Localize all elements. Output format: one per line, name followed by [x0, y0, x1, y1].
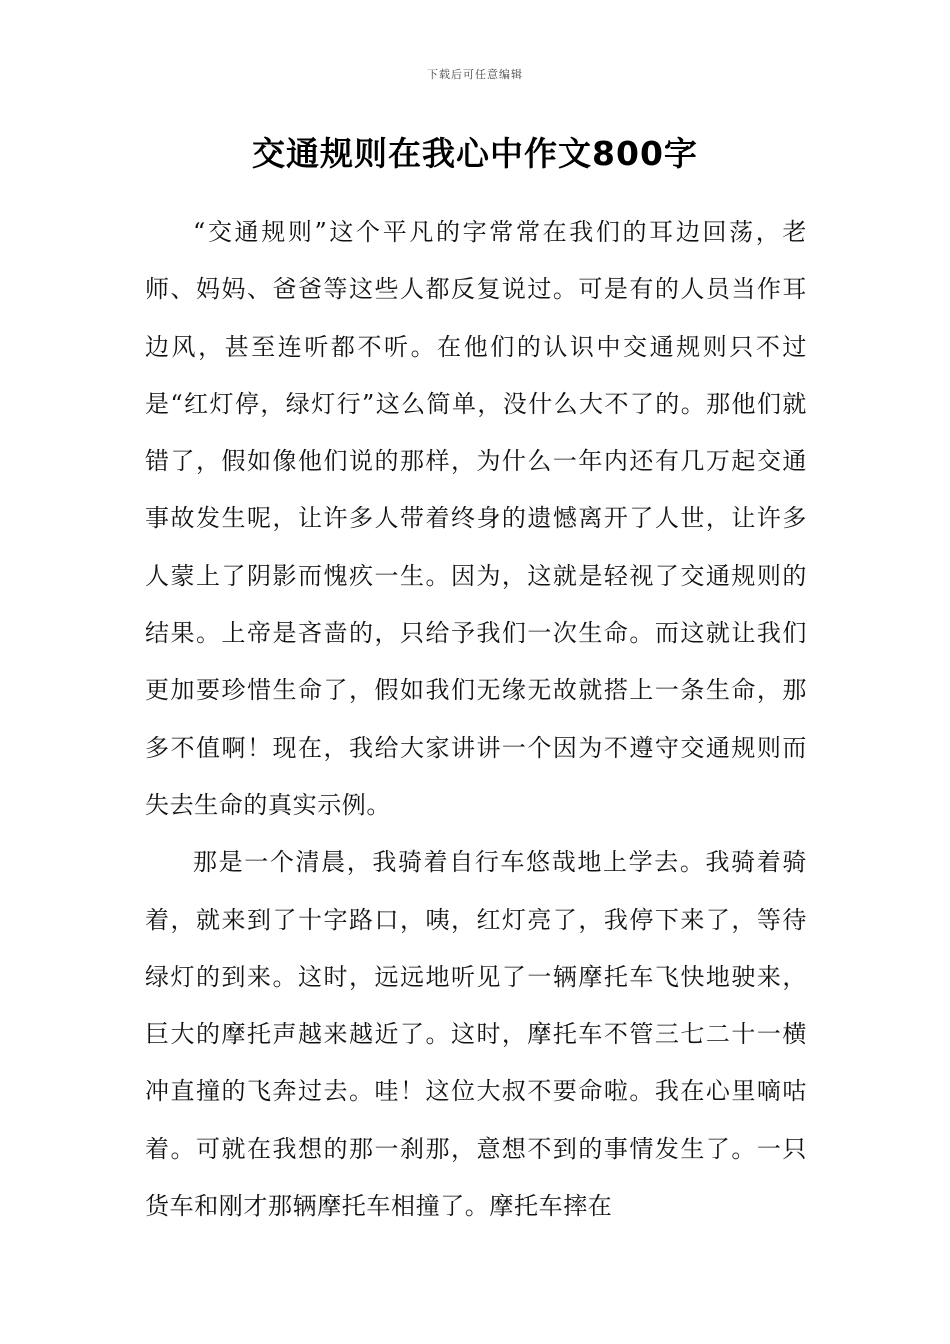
paragraph-1: “交通规则”这个平凡的字常常在我们的耳边回荡，老师、妈妈、爸爸等这些人都反复说过。可是有的人员当作耳边风，甚至连听都不听。在他们的认识中交通规则只不过是“红灯停，绿灯行”这么简单，没什么大不了的。那他们就错了，假如像他们说的那样，为什么一年内还有几万起交通事故发生呢，让许多人带着终身的遗憾离开了人世，让许多人蒙上了阴影而愧疚一生。因为，这就是轻视了交通规则的结果。上帝是吝啬的，只给予我们一次生命。而这就让我们更加要珍惜生命了，假如我们无缘无故就搭上一条生命，那多不值啊！现在，我给大家讲讲一个因为不遵守交通规则而失去生命的真实示例。	[145, 218, 807, 819]
essay-body	[145, 204, 807, 1235]
header-note: 下载后可任意编辑	[427, 68, 523, 81]
paragraph-2: 那是一个清晨，我骑着自行车悠哉地上学去。我骑着骑着，就来到了十字路口，咦，红灯亮了，我停下来了，等待绿灯的到来。这时，远远地听见了一辆摩托车飞快地驶来，巨大的摩托声越来越近了。这时，摩托车不管三七二十一横冲直撞的飞奔过去。哇！这位大叔不要命啦。我在心里嘀咕着。可就在我想的那一刹那，意想不到的事情发生了。一只货车和刚才那辆摩托车相撞了。摩托车摔在	[145, 848, 807, 1221]
document-title: 交通规则在我心中作文800字	[252, 134, 698, 173]
